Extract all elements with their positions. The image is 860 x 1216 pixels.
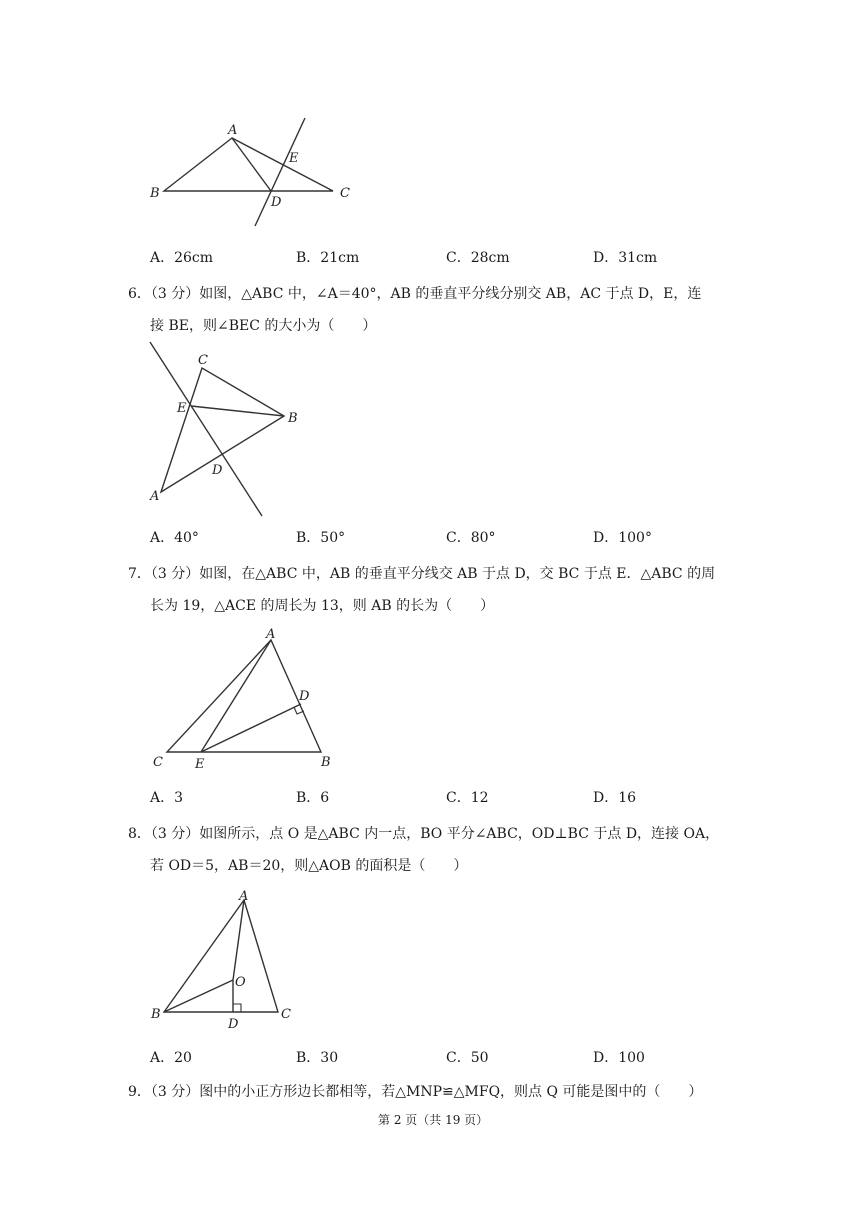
q6-label-c: C [198,353,208,368]
q5-label-a: A [228,123,238,138]
q8-label-a: A [239,889,249,904]
q5-figure [140,110,370,235]
q8-label-c: C [281,1007,291,1022]
page-footer: 第 2 页（共 19 页） [378,1113,489,1127]
q5-option-a[interactable]: A．26cm [150,250,214,266]
q5-label-d: D [271,195,282,210]
q8-option-d[interactable]: D．100 [593,1050,645,1066]
q5-label-b: B [150,186,160,201]
q7-option-c[interactable]: C．12 [446,790,489,806]
q6-option-a[interactable]: A．40° [150,530,199,546]
q7-figure [145,627,345,772]
q7-label-c: C [153,755,163,770]
q6-figure [140,340,320,520]
q7-label-d: D [299,689,310,704]
q7-option-a[interactable]: A．3 [150,790,184,806]
q8-text-line2: 若 OD＝5，AB＝20，则△AOB 的面积是（ ） [150,858,468,874]
q5-option-d[interactable]: D．31cm [593,250,658,266]
q8-option-c[interactable]: C．50 [446,1050,489,1066]
q7-option-b[interactable]: B．6 [296,790,330,806]
q7-label-e: E [195,757,205,772]
q5-option-b[interactable]: B．21cm [296,250,360,266]
q5-label-c: C [340,186,350,201]
q6-text-line1: 6．（3 分）如图，△ABC 中，∠A＝40°，AB 的垂直平分线分别交 AB，AC 于点 D，E，连 [128,286,702,302]
q6-option-d[interactable]: D．100° [593,530,652,546]
q6-option-c[interactable]: C．80° [446,530,496,546]
q6-label-b: B [288,411,298,426]
q8-label-o: O [235,975,246,990]
q8-label-d: D [228,1017,239,1032]
q6-option-b[interactable]: B．50° [296,530,346,546]
q7-text-line1: 7．（3 分）如图，在△ABC 中，AB 的垂直平分线交 AB 于点 D，交 BC 于点 E．△ABC 的周 [128,566,716,582]
q7-text-line2: 长为 19，△ACE 的周长为 13，则 AB 的长为（ ） [150,598,495,614]
q6-label-a: A [150,489,160,504]
q7-label-b: B [321,755,331,770]
q6-text-line2: 接 BE，则∠BEC 的大小为（ ） [150,318,377,334]
q8-label-b: B [151,1007,161,1022]
q6-label-e: E [177,401,187,416]
q5-label-e: E [289,151,299,166]
q7-option-d[interactable]: D．16 [593,790,637,806]
q5-option-c[interactable]: C．28cm [446,250,510,266]
q7-label-a: A [266,627,276,642]
q6-label-d: D [212,463,223,478]
q9-text-line1: 9．（3 分）图中的小正方形边长都相等，若△MNP≌△MFQ，则点 Q 可能是图中的（ ） [128,1084,703,1100]
q8-text-line1: 8．（3 分）如图所示，点 O 是△ABC 内一点，BO 平分∠ABC，OD⊥BC 于点 D，连接 OA， [128,826,720,842]
q8-figure [145,888,305,1033]
q8-option-a[interactable]: A．20 [150,1050,192,1066]
q8-option-b[interactable]: B．30 [296,1050,339,1066]
